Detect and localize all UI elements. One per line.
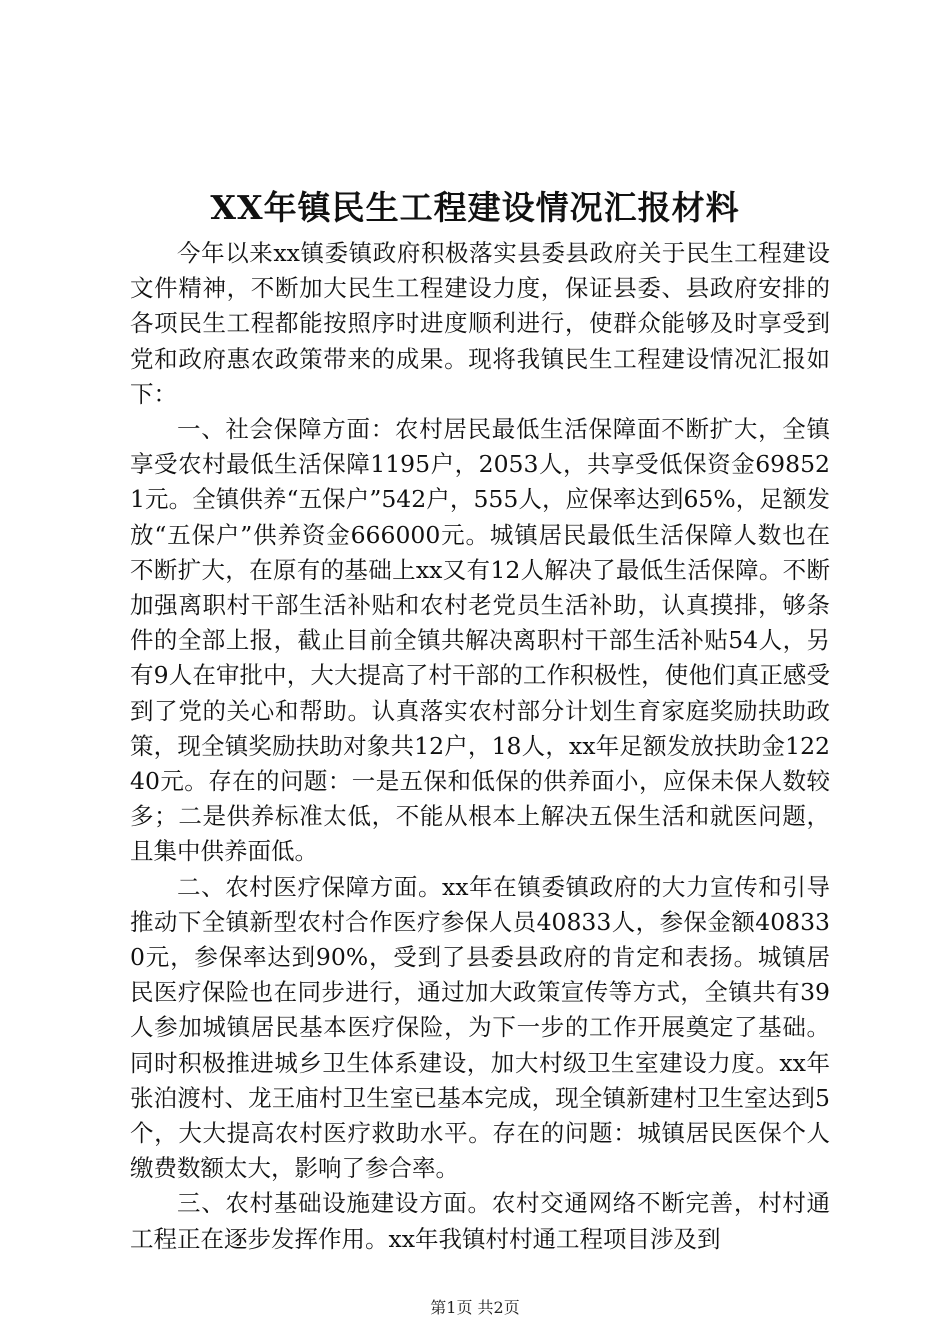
paragraph-intro: 今年以来xx镇委镇政府积极落实县委县政府关于民生工程建设文件精神，不断加大民生工程建设力度，保证县委、县政府安排的各项民生工程都能按照序时进度顺利进行，使群众能够及时享受到党和政府惠农政策带来的成果。现将我镇民生工程建设情况汇报如下： (130, 239, 830, 408)
document-body (130, 236, 830, 1257)
page-footer: 第1页 共2页 (430, 1298, 520, 1317)
document-title: XX年镇民生工程建设情况汇报材料 (210, 188, 740, 227)
paragraph-social-security: 一、社会保障方面：农村居民最低生活保障面不断扩大，全镇享受农村最低生活保障1195户，2053人，共享受低保资金698521元。全镇供养“五保户”542户，555人，应保率达到65%，足额发放“五保户”供养资金666000元。城镇居民最低生活保障人数也在不断扩大，在原有的基础上xx又有12人解决了最低生活保障。不断加强离职村干部生活补贴和农村老党员生活补助，认真摸排，够条件的全部上报，截止目前全镇共解决离职村干部生活补贴54人，另有9人在审批中，大大提高了村干部的工作积极性，使他们真正感受到了党的关心和帮助。认真落实农村部分计划生育家庭奖励扶助政策，现全镇奖励扶助对象共12户，18人，xx年足额发放扶助金12240元。存在的问题：一是五保和低保的供养面小，应保未保人数较多；二是供养标准太低，不能从根本上解决五保生活和就医问题，且集中供养面低。 (130, 415, 830, 866)
paragraph-infrastructure: 三、农村基础设施建设方面。农村交通网络不断完善，村村通工程正在逐步发挥作用。xx年我镇村村通工程项目涉及到 (130, 1189, 830, 1253)
paragraph-medical-security: 二、农村医疗保障方面。xx年在镇委镇政府的大力宣传和引导推动下全镇新型农村合作医疗参保人员40833人，参保金额408330元，参保率达到90%，受到了县委县政府的肯定和表扬。城镇居民医疗保险也在同步进行，通过加大政策宣传等方式，全镇共有39人参加城镇居民基本医疗保险，为下一步的工作开展奠定了基础。同时积极推进城乡卫生体系建设，加大村级卫生室建设力度。xx年张泊渡村、龙王庙村卫生室已基本完成，现全镇新建村卫生室达到5个，大大提高农村医疗救助水平。存在的问题：城镇居民医保个人缴费数额太大，影响了参合率。 (130, 872, 830, 1183)
